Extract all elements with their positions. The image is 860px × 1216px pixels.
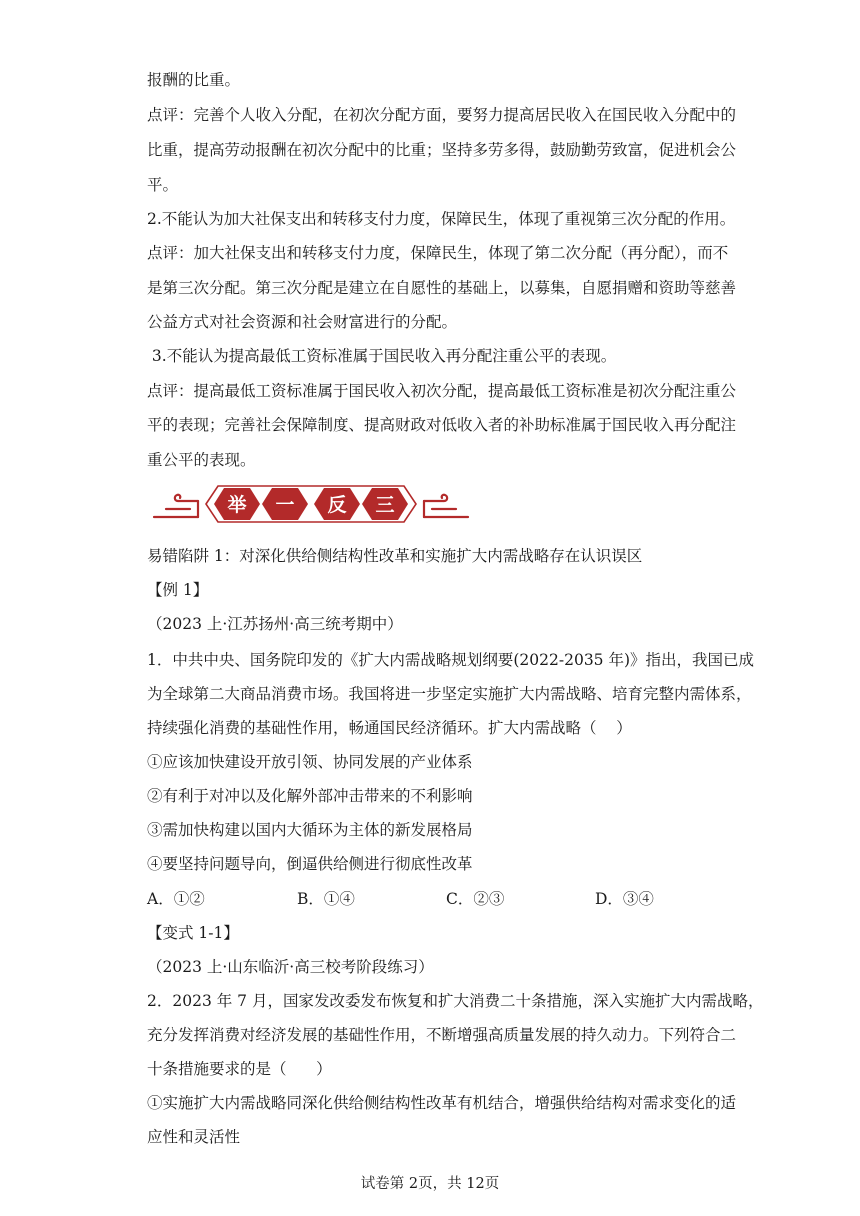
option-d: D．③④ xyxy=(595,890,654,908)
variant-label: 【变式 1-1】 xyxy=(147,924,239,942)
question-text: 持续强化消费的基础性作用，畅通国民经济循环。扩大内需战略（ ） xyxy=(147,719,632,737)
example-label: 【例 1】 xyxy=(147,581,209,599)
text-line: 点评：提高最低工资标准属于国民收入初次分配，提高最低工资标准是初次分配注重公 xyxy=(147,382,737,400)
text-line: 点评：加大社保支出和转移支付力度，保障民生，体现了第二次分配（再分配），而不 xyxy=(147,244,729,262)
text-line: 是第三次分配。第三次分配是建立在自愿性的基础上，以募集，自愿捐赠和资助等慈善 xyxy=(147,279,737,297)
text-line: 公益方式对社会资源和社会财富进行的分配。 xyxy=(147,313,458,331)
statement-item: ①应该加快建设开放引领、协同发展的产业体系 xyxy=(147,753,473,771)
option-b: B．①④ xyxy=(297,890,355,908)
option-a: A．①② xyxy=(147,890,205,908)
trap-heading: 易错陷阱 1：对深化供给侧结构性改革和实施扩大内需战略存在认识误区 xyxy=(147,547,643,565)
text-line: 比重，提高劳动报酬在初次分配中的比重；坚持多劳多得，鼓励勤劳致富，促进机会公 xyxy=(147,141,737,159)
statement-item: ①实施扩大内需战略同深化供给侧结构性改革有机结合，增强供给结构对需求变化的适 xyxy=(147,1094,737,1112)
text-line: 2.不能认为加大社保支出和转移支付力度，保障民生，体现了重视第三次分配的作用。 xyxy=(147,210,736,228)
statement-item: ③需加快构建以国内大循环为主体的新发展格局 xyxy=(147,821,473,839)
question-text: 十条措施要求的是（ ） xyxy=(147,1060,332,1078)
banner-char: 三 xyxy=(375,494,395,516)
text-line: 点评：完善个人收入分配，在初次分配方面，要努力提高居民收入在国民收入分配中的 xyxy=(147,106,737,124)
text-line: 平的表现；完善社会保障制度、提高财政对低收入者的补助标准属于国民收入再分配注 xyxy=(147,416,737,434)
question-text: 2．2023 年 7 月，国家发改委发布恢复和扩大消费二十条措施，深入实施扩大内需战略， xyxy=(147,992,764,1010)
section-banner xyxy=(150,480,472,528)
question-text: 充分发挥消费对经济发展的基础性作用，不断增强高质量发展的持久动力。下列符合二 xyxy=(147,1026,737,1044)
page-footer: 试卷第 2页，共 12页 xyxy=(360,1176,500,1192)
text-line: 报酬的比重。 xyxy=(147,71,241,89)
banner-char: 反 xyxy=(327,494,347,516)
text-line: 3.不能认为提高最低工资标准属于国民收入再分配注重公平的表现。 xyxy=(147,347,617,365)
option-c: C．②③ xyxy=(446,890,505,908)
statement-item: ②有利于对冲以及化解外部冲击带来的不利影响 xyxy=(147,787,473,805)
statement-item: 应性和灵活性 xyxy=(147,1128,241,1146)
banner-char: 一 xyxy=(275,494,295,516)
source-note: （2023 上·江苏扬州·高三统考期中） xyxy=(147,615,403,633)
right-scroll-ornament xyxy=(424,495,468,517)
statement-item: ④要坚持问题导向，倒逼供给侧进行彻底性改革 xyxy=(147,855,473,873)
banner-char: 举 xyxy=(227,494,247,516)
text-line: 平。 xyxy=(147,176,179,194)
left-scroll-ornament xyxy=(154,495,198,517)
source-note: （2023 上·山东临沂·高三校考阶段练习） xyxy=(147,958,434,976)
question-text: 为全球第二大商品消费市场。我国将进一步坚定实施扩大内需战略、培育完整内需体系， xyxy=(147,685,752,703)
question-text: 1．中共中央、国务院印发的《扩大内需战略规划纲要(2022-2035 年)》指出，我国已成 xyxy=(147,651,755,669)
text-line: 重公平的表现。 xyxy=(147,451,256,469)
